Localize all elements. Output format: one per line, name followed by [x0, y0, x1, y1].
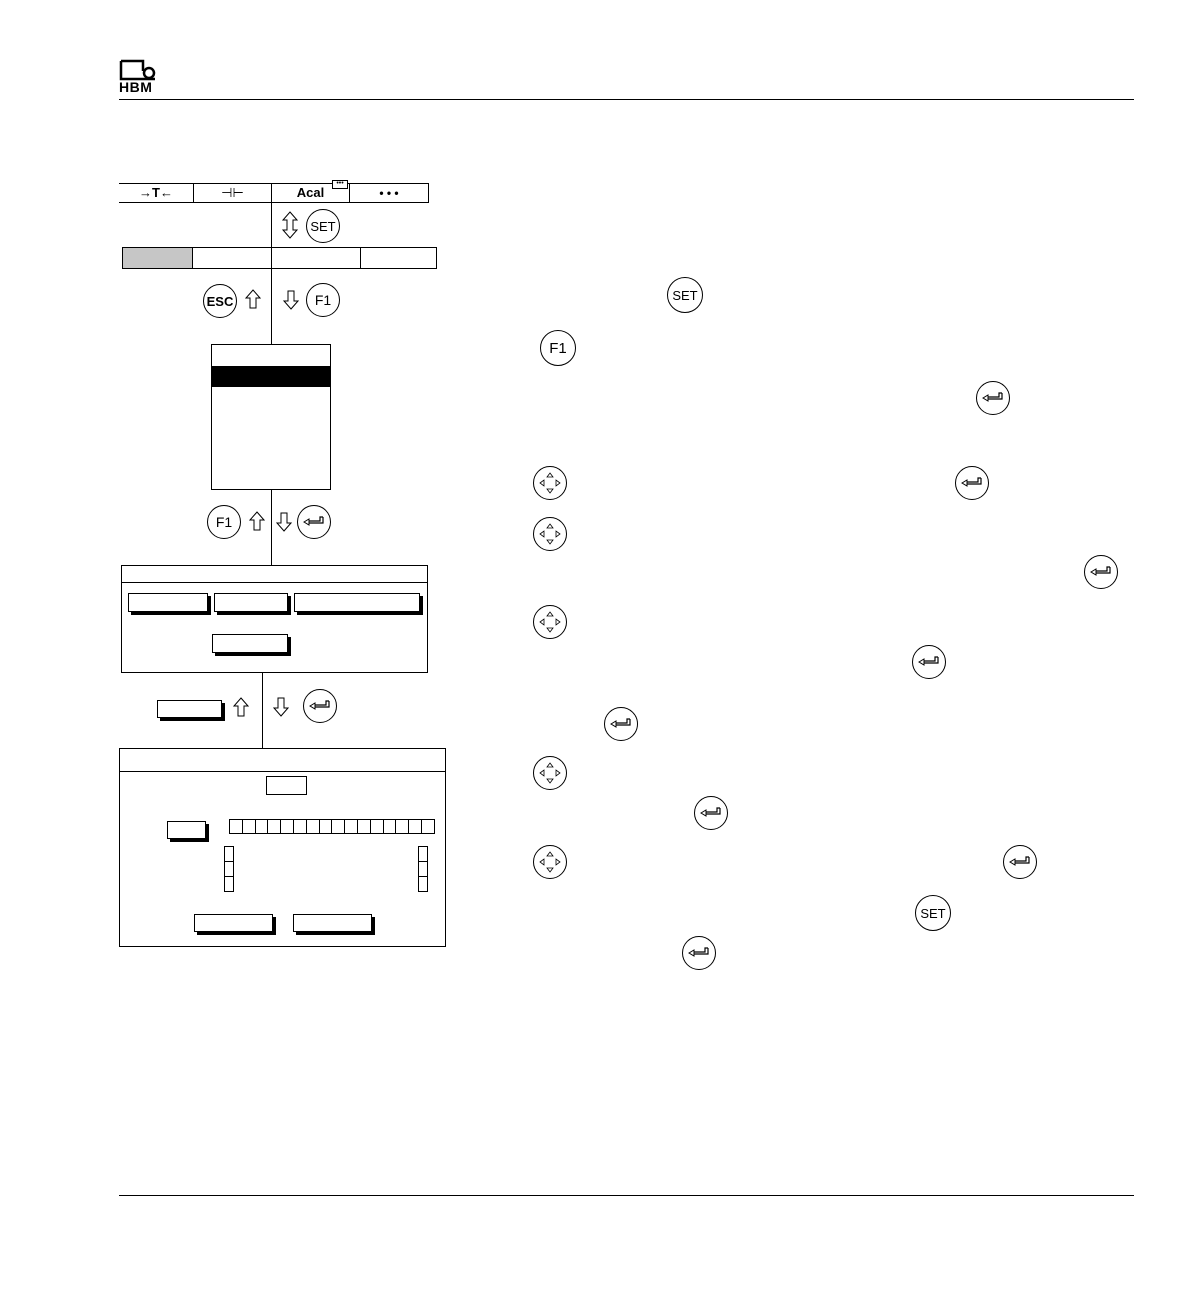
- enter-key[interactable]: [297, 505, 331, 539]
- menu-list-selected-row[interactable]: [212, 366, 330, 387]
- dialog-window-2: [119, 748, 446, 947]
- enter-key-icon: [918, 656, 940, 668]
- cell-box: [421, 819, 435, 834]
- cell-box: [383, 819, 397, 834]
- enter-key: [976, 381, 1010, 415]
- cell-box: [293, 819, 307, 834]
- set-key[interactable]: SET: [306, 209, 340, 243]
- enter-key-icon: [309, 700, 331, 712]
- dialog1-button-1[interactable]: [128, 593, 208, 612]
- cell-box: [331, 819, 345, 834]
- set-key: SET: [915, 895, 951, 931]
- set-key: SET: [667, 277, 703, 313]
- footer-rule: [119, 1195, 1134, 1196]
- arrow-down-icon: [273, 697, 289, 717]
- cursor-pad-icon: [537, 609, 563, 635]
- dialog2-small-button[interactable]: [167, 821, 206, 839]
- menu-list-box: [211, 344, 331, 490]
- hbm-logo: [119, 59, 157, 95]
- enter-key-icon: [982, 392, 1004, 404]
- enter-key-icon: [700, 807, 722, 819]
- enter-key: [955, 466, 989, 500]
- enter-key: [1084, 555, 1118, 589]
- cell-box: [370, 819, 384, 834]
- arrow-up-icon: [245, 289, 261, 309]
- cell-box: [280, 819, 294, 834]
- enter-key[interactable]: [303, 689, 337, 723]
- arrow-up-icon: [233, 697, 249, 717]
- enter-key-icon: [688, 947, 710, 959]
- cell-box: [242, 819, 256, 834]
- cursor-pad-key: [533, 466, 567, 500]
- enter-key: [604, 707, 638, 741]
- acal-badge: •••: [332, 180, 348, 189]
- tab-bar-bottom: [119, 202, 429, 203]
- cursor-pad-key: [533, 845, 567, 879]
- tab-zero[interactable]: ⊣⊢: [221, 185, 244, 200]
- enter-key: [1003, 845, 1037, 879]
- arrow-updown-icon: [282, 211, 298, 239]
- dialog1-button-2[interactable]: [214, 593, 288, 612]
- arrow-down-icon: [283, 290, 299, 310]
- enter-key-icon: [1009, 856, 1031, 868]
- cell-box: [408, 819, 422, 834]
- enter-key-icon: [1090, 566, 1112, 578]
- cell-box: [306, 819, 320, 834]
- esc-key[interactable]: ESC: [203, 284, 237, 318]
- cell-box: [255, 819, 269, 834]
- tab-more[interactable]: • • •: [379, 186, 399, 200]
- enter-key-icon: [303, 516, 325, 528]
- cursor-pad-icon: [537, 849, 563, 875]
- cursor-pad-icon: [537, 470, 563, 496]
- dialog2-button-left[interactable]: [194, 914, 273, 932]
- cursor-pad-key: [533, 756, 567, 790]
- dialog1-button-3[interactable]: [294, 593, 420, 612]
- cell-box: [395, 819, 409, 834]
- cell-box: [357, 819, 371, 834]
- hbm-logo-text: HBM: [119, 79, 153, 95]
- cursor-pad-key: [533, 605, 567, 639]
- cursor-pad-icon: [537, 760, 563, 786]
- standalone-button[interactable]: [157, 700, 222, 718]
- f1-key: F1: [540, 330, 576, 366]
- dialog-window-1: [121, 565, 428, 673]
- dialog1-button-4[interactable]: [212, 634, 288, 653]
- enter-key: [694, 796, 728, 830]
- cursor-pad-icon: [537, 521, 563, 547]
- enter-key-icon: [610, 718, 632, 730]
- cell-box: [319, 819, 333, 834]
- f1-key[interactable]: F1: [306, 283, 340, 317]
- dialog2-field-top[interactable]: [266, 776, 307, 795]
- hbm-logo-icon: [119, 59, 157, 81]
- arrow-up-icon: [249, 511, 265, 531]
- dialog2-button-right[interactable]: [293, 914, 372, 932]
- cursor-pad-key: [533, 517, 567, 551]
- cell-box: [229, 819, 243, 834]
- cell-box: [267, 819, 281, 834]
- arrow-down-icon: [276, 512, 292, 532]
- enter-key: [682, 936, 716, 970]
- f1-key-2[interactable]: F1: [207, 505, 241, 539]
- tab-tare[interactable]: →T←: [139, 185, 173, 200]
- enter-key: [912, 645, 946, 679]
- header-rule: [119, 99, 1134, 100]
- cell-box: [344, 819, 358, 834]
- tab-acal[interactable]: Acal: [296, 185, 325, 200]
- enter-key-icon: [961, 477, 983, 489]
